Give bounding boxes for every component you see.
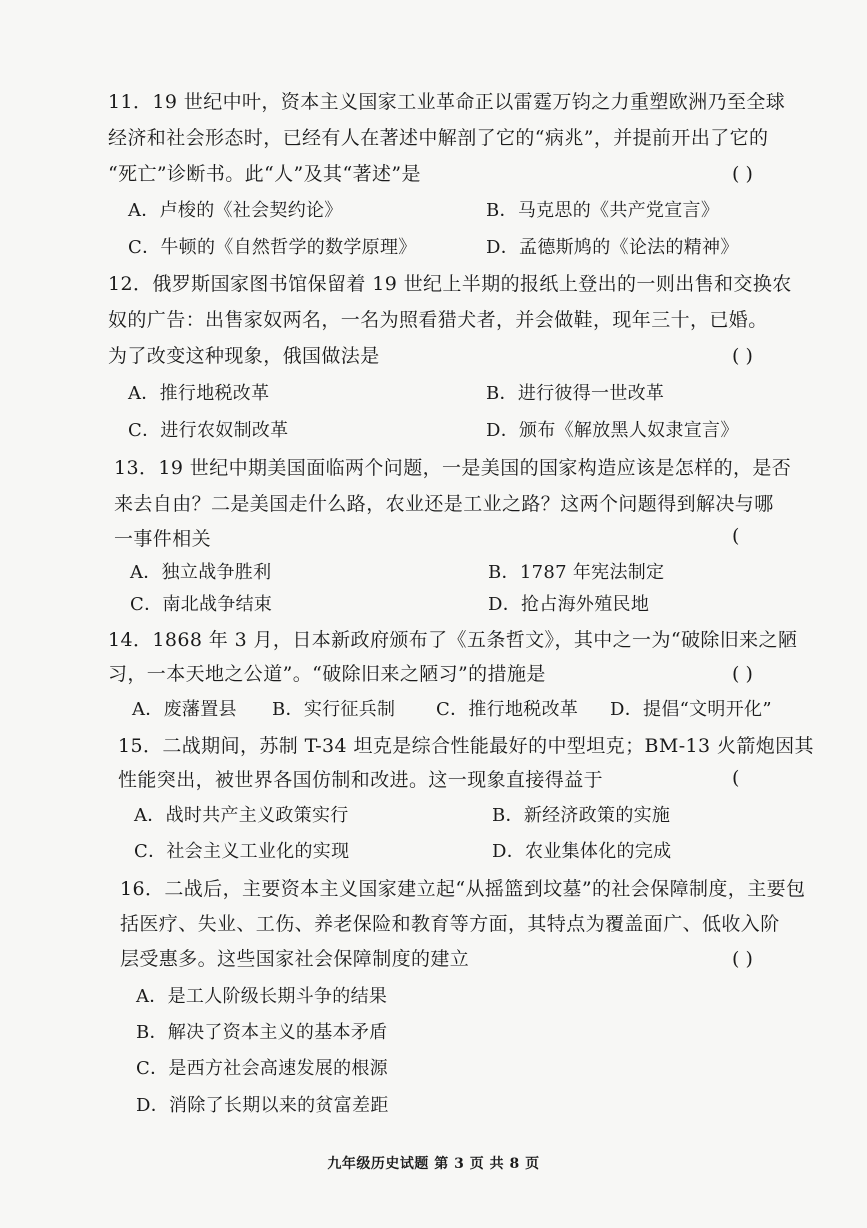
question-11-line-1: 11．19 世纪中叶，资本主义国家工业革命正以雷霆万钧之力重塑欧洲乃至全球 bbox=[108, 91, 786, 113]
question-11-answer-paren: ( ) bbox=[732, 163, 753, 185]
question-12-option-b: B．进行彼得一世改革 bbox=[486, 383, 665, 404]
question-16-option-d: D．消除了长期以来的贫富差距 bbox=[136, 1095, 389, 1116]
question-15-line-2: 性能突出，被世界各国仿制和改进。这一现象直接得益于 bbox=[118, 769, 604, 791]
question-13-option-b: B．1787 年宪法制定 bbox=[488, 562, 665, 583]
question-13-option-c: C．南北战争结束 bbox=[130, 594, 273, 615]
question-11-option-d: D．孟德斯鸠的《论法的精神》 bbox=[486, 237, 739, 258]
question-12-answer-paren: ( ) bbox=[732, 345, 753, 367]
question-12-line-1: 12．俄罗斯国家图书馆保留着 19 世纪上半期的报纸上登出的一则出售和交换农 bbox=[108, 273, 792, 295]
question-11-line-3: “死亡”诊断书。此“人”及其“著述”是 bbox=[108, 163, 421, 185]
question-16-answer-paren: ( ) bbox=[732, 948, 753, 970]
question-15-answer-paren: ( bbox=[732, 767, 740, 789]
question-13-option-a: A．独立战争胜利 bbox=[130, 562, 272, 583]
question-14-answer-paren: ( ) bbox=[732, 663, 753, 685]
question-12-option-c: C．进行农奴制改革 bbox=[128, 420, 289, 441]
question-15-option-d: D．农业集体化的完成 bbox=[492, 841, 672, 862]
question-16-option-a: A．是工人阶级长期斗争的结果 bbox=[136, 986, 388, 1007]
question-15-line-1: 15．二战期间，苏制 T-34 坦克是综合性能最好的中型坦克；BM-13 火箭炮因其 bbox=[118, 735, 814, 757]
question-11-option-a: A．卢梭的《社会契约论》 bbox=[128, 200, 343, 221]
question-16-option-b: B．解决了资本主义的基本矛盾 bbox=[136, 1022, 388, 1043]
question-11-line-2: 经济和社会形态时，已经有人在著述中解剖了它的“病兆”，并提前开出了它的 bbox=[108, 127, 769, 149]
question-13-line-2: 来去自由？二是美国走什么路，农业还是工业之路？这两个问题得到解决与哪 bbox=[114, 493, 774, 515]
page-footer: 九年级历史试题 第 3 页 共 8 页 bbox=[327, 1156, 540, 1172]
question-15-option-a: A．战时共产主义政策实行 bbox=[134, 805, 349, 826]
question-13-line-3: 一事件相关 bbox=[114, 528, 212, 550]
question-14-option-c: C．推行地税改革 bbox=[436, 699, 579, 720]
question-16-line-2: 括医疗、失业、工伤、养老保险和教育等方面，其特点为覆盖面广、低收入阶 bbox=[120, 913, 780, 935]
question-14-option-a: A．废藩置县 bbox=[132, 699, 237, 720]
question-14-option-d: D．提倡“文明开化” bbox=[610, 699, 772, 720]
question-16-line-3: 层受惠多。这些国家社会保障制度的建立 bbox=[120, 948, 470, 970]
question-12-line-2: 奴的广告：出售家奴两名，一名为照看猎犬者，并会做鞋，现年三十，已婚。 bbox=[108, 309, 768, 331]
question-16-line-1: 16．二战后，主要资本主义国家建立起“从摇篮到坟墓”的社会保障制度，主要包 bbox=[120, 878, 806, 900]
question-15-option-b: B．新经济政策的实施 bbox=[492, 805, 671, 826]
question-13-answer-paren: ( bbox=[732, 525, 740, 547]
question-12-option-a: A．推行地税改革 bbox=[128, 383, 270, 404]
question-14-line-1: 14．1868 年 3 月，日本新政府颁布了《五条哲文》，其中之一为“破除旧来之陋 bbox=[108, 629, 798, 651]
question-14-line-2: 习，一本天地之公道”。“破除旧来之陋习”的措施是 bbox=[108, 663, 546, 685]
question-11-option-b: B．马克思的《共产党宣言》 bbox=[486, 200, 720, 221]
question-14-option-b: B．实行征兵制 bbox=[272, 699, 396, 720]
question-15-option-c: C．社会主义工业化的实现 bbox=[134, 841, 350, 862]
question-13-option-d: D．抢占海外殖民地 bbox=[488, 594, 650, 615]
question-11-option-c: C．牛顿的《自然哲学的数学原理》 bbox=[128, 237, 417, 258]
question-16-option-c: C．是西方社会高速发展的根源 bbox=[136, 1058, 388, 1079]
question-13-line-1: 13．19 世纪中期美国面临两个问题，一是美国的国家构造应该是怎样的，是否 bbox=[114, 457, 792, 479]
question-12-line-3: 为了改变这种现象，俄国做法是 bbox=[108, 345, 380, 367]
question-12-option-d: D．颁布《解放黑人奴隶宣言》 bbox=[486, 420, 739, 441]
